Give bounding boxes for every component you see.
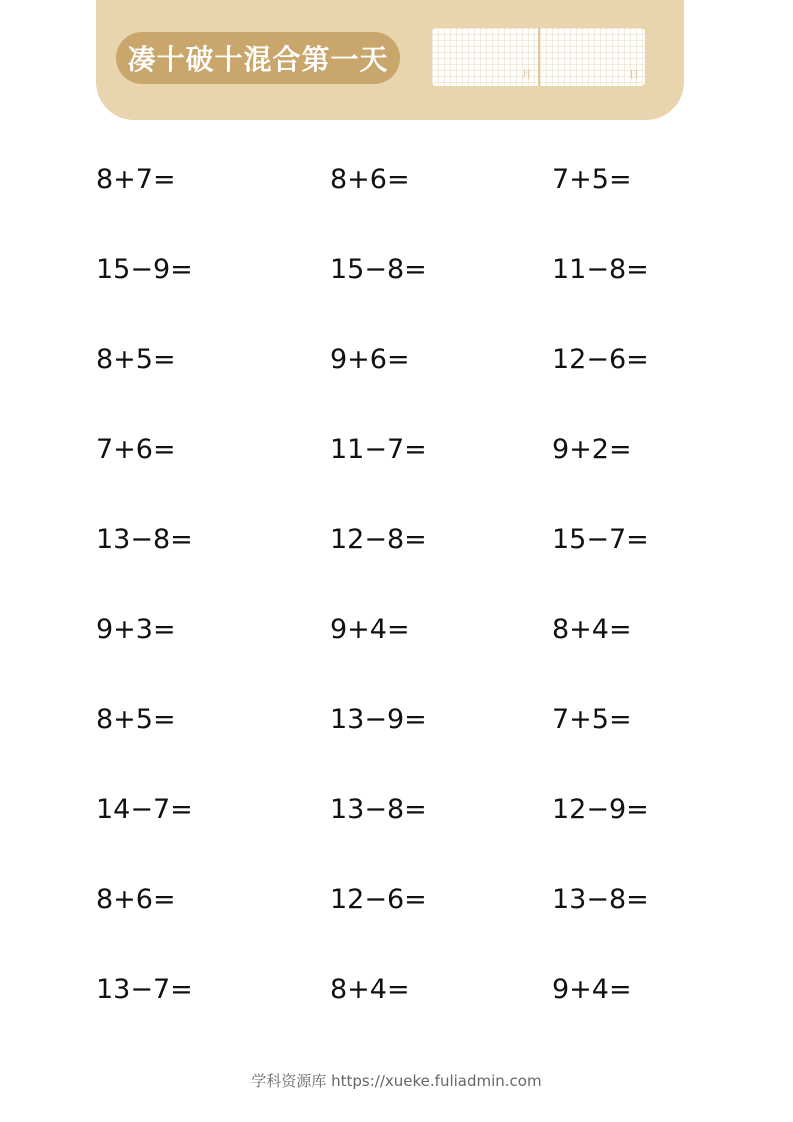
problem: 13−8= [96, 524, 193, 555]
problem-row [96, 240, 696, 330]
problem-row [96, 150, 696, 240]
header-banner [96, 0, 684, 120]
problem: 12−6= [330, 884, 427, 915]
problem-row [96, 690, 696, 780]
problem: 8+6= [96, 884, 176, 915]
problem-row [96, 330, 696, 420]
problem: 12−9= [552, 794, 649, 825]
problem: 11−7= [330, 434, 427, 465]
problem-row [96, 600, 696, 690]
problem: 7+5= [552, 704, 632, 735]
problem: 13−9= [330, 704, 427, 735]
problem: 14−7= [96, 794, 193, 825]
problem: 15−8= [330, 254, 427, 285]
problem: 12−6= [552, 344, 649, 375]
problem: 8+5= [96, 704, 176, 735]
problem: 15−7= [552, 524, 649, 555]
problem-row [96, 510, 696, 600]
footer-watermark: 学科资源库 https://xueke.fuliadmin.com [251, 1072, 542, 1090]
problem-row [96, 780, 696, 870]
problem: 13−7= [96, 974, 193, 1005]
problem-grid [96, 150, 696, 1050]
problem: 8+4= [330, 974, 410, 1005]
month-field[interactable] [432, 28, 538, 86]
problem: 13−8= [330, 794, 427, 825]
page-title: 凑十破十混合第一天 [127, 43, 389, 76]
title-pill [116, 32, 400, 84]
problem: 7+5= [552, 164, 632, 195]
problem: 8+5= [96, 344, 176, 375]
problem: 8+7= [96, 164, 176, 195]
problem: 9+4= [330, 614, 410, 645]
problem: 11−8= [552, 254, 649, 285]
problem: 9+2= [552, 434, 632, 465]
problem: 15−9= [96, 254, 193, 285]
day-label: 日 [629, 70, 639, 81]
problem: 9+4= [552, 974, 632, 1005]
problem: 8+6= [330, 164, 410, 195]
problem-row [96, 420, 696, 510]
problem: 9+3= [96, 614, 176, 645]
problem-row [96, 960, 696, 1050]
problem: 12−8= [330, 524, 427, 555]
month-label: 月 [521, 70, 532, 81]
problem: 8+4= [552, 614, 632, 645]
problem: 7+6= [96, 434, 176, 465]
problem-row [96, 870, 696, 960]
problem: 9+6= [330, 344, 410, 375]
date-box [432, 28, 645, 86]
problem: 13−8= [552, 884, 649, 915]
day-field[interactable] [538, 28, 646, 86]
